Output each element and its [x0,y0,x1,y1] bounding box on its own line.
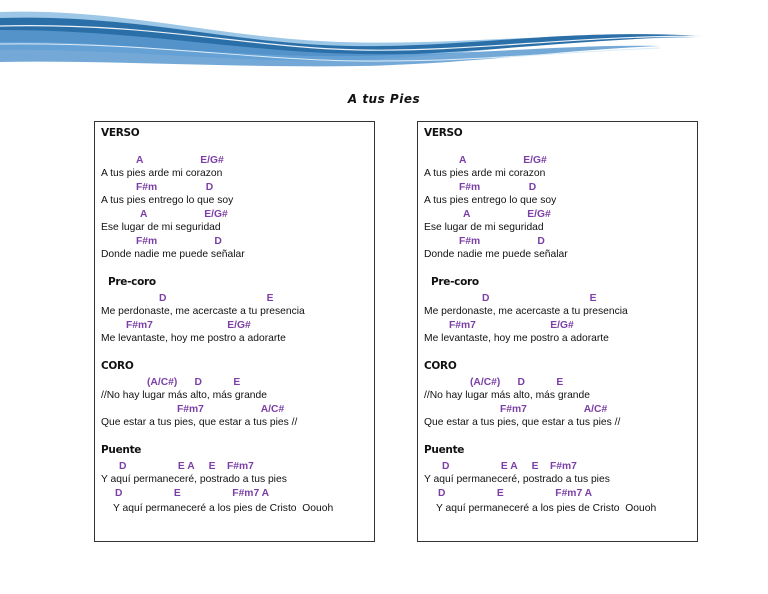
lyric-line: Y aquí permaneceré, postrado a tus pies [101,474,287,485]
chord-line: F#m D [459,236,545,247]
chord-line: A E/G# [140,209,228,220]
chord-line: F#m7 E/G# [449,320,574,331]
lyric-line: A tus pies entrego lo que soy [101,195,234,206]
section-heading-puente: Puente [101,444,142,456]
lyric-line: Me levantaste, hoy me postro a adorarte [101,333,286,344]
lyric-line: Me perdonaste, me acercaste a tu presencia [424,306,628,317]
section-heading-coro: CORO [101,360,134,372]
lyric-line: Y aquí permaneceré, postrado a tus pies [424,474,610,485]
section-heading-verso: VERSO [424,127,463,139]
chord-line: F#m7 E/G# [126,320,251,331]
lyric-line: A tus pies arde mi corazon [424,168,546,179]
chord-line: F#m D [136,182,214,193]
lyric-line: //No hay lugar más alto, más grande [101,390,267,401]
lyric-line: Me perdonaste, me acercaste a tu presencia [101,306,305,317]
lyric-line: A tus pies entrego lo que soy [424,195,557,206]
section-heading-coro: CORO [424,360,457,372]
lyric-line: Que estar a tus pies, que estar a tus pies // [101,417,298,428]
chord-line: A E/G# [136,155,224,166]
lyric-line: Y aquí permaneceré a los pies de Cristo Oouoh [113,503,334,514]
chord-line: D E [482,293,597,304]
lyrics-sheet-right [417,121,698,542]
section-heading-puente: Puente [424,444,465,456]
lyric-line: Que estar a tus pies, que estar a tus pies // [424,417,621,428]
chord-line: F#m D [136,236,222,247]
chord-line: D E A E F#m7 [442,461,577,472]
lyric-line: Donde nadie me puede señalar [424,249,568,260]
lyric-line: Me levantaste, hoy me postro a adorarte [424,333,609,344]
lyric-line: //No hay lugar más alto, más grande [424,390,590,401]
section-heading-precoro: Pre-coro [431,276,479,288]
section-heading-verso: VERSO [101,127,140,139]
song-title: A tus Pies [347,92,421,106]
lyric-line: A tus pies arde mi corazon [101,168,223,179]
chord-line: A E/G# [463,209,551,220]
chord-line: D E [159,293,274,304]
chord-line: D E F#m7 A [115,488,270,499]
chord-line: A E/G# [459,155,547,166]
chord-line: (A/C#) D E [470,377,564,388]
chord-line: D E F#m7 A [438,488,593,499]
chord-line: F#m D [459,182,537,193]
lyrics-sheet-left [94,121,375,542]
wave-banner [0,0,768,80]
chord-line: F#m7 A/C# [500,404,608,415]
lyric-line: Donde nadie me puede señalar [101,249,245,260]
chord-line: (A/C#) D E [147,377,241,388]
lyric-line: Ese lugar de mi seguridad [424,222,544,233]
lyric-line: Ese lugar de mi seguridad [101,222,221,233]
chord-line: D E A E F#m7 [119,461,254,472]
lyric-line: Y aquí permaneceré a los pies de Cristo Oouoh [436,503,657,514]
section-heading-precoro: Pre-coro [108,276,156,288]
chord-line: F#m7 A/C# [177,404,285,415]
